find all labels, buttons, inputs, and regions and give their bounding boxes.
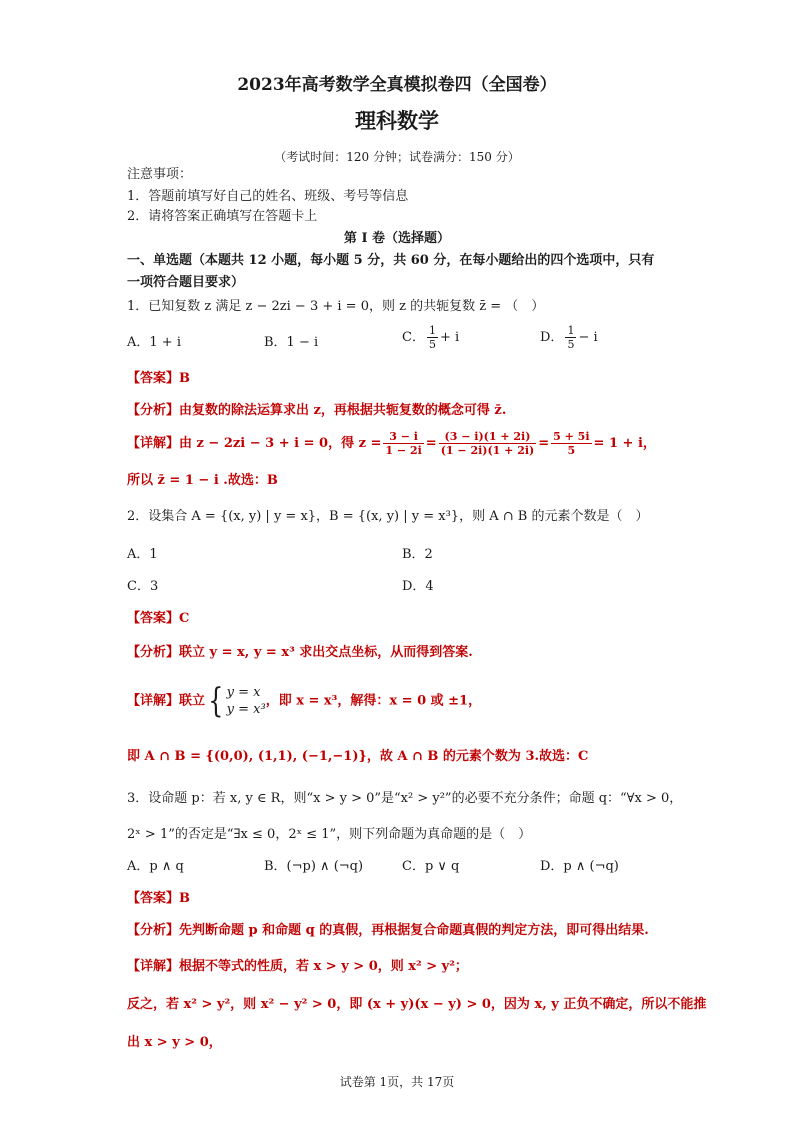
- q3-option-a: A．p ∧ q: [127, 859, 184, 874]
- left-brace-icon: {: [208, 681, 224, 721]
- q1-stem: 1．已知复数 z 满足 z − 2zi − 3 + i = 0，则 z 的共轭复数 z̄ = （ ）: [127, 299, 545, 314]
- exam-title: 2023年高考数学全真模拟卷四（全国卷）: [237, 75, 557, 95]
- q2-detail: 【详解】联立{ y = x y = x³ ，即 x = x³，解得：x = 0 或 ±1，: [127, 681, 482, 721]
- q1-option-d-fraction: $\frac{1}{5}$: [567, 324, 575, 351]
- q1-conclusion: 所以 z̄ = 1 − i .故选：B: [127, 473, 278, 488]
- q3-reverse-line2: 出 x > y > 0，: [127, 1035, 222, 1050]
- q3-analysis: 【分析】先判断命题 p 和命题 q 的真假，再根据复合命题真假的判定方法，即可得出结果.: [127, 923, 649, 938]
- volume-title: 第 I 卷（选择题）: [343, 231, 451, 246]
- q1-option-b: B．1 − i: [264, 335, 319, 350]
- q2-conclusion: 即 A ∩ B = {(0,0), (1,1), (−1,−1)}，故 A ∩ B 的元素个数为 3.故选：C: [127, 749, 589, 764]
- q2-option-a: A．1: [127, 547, 158, 562]
- notice-heading: 注意事项：: [127, 167, 193, 182]
- q1-fraction-2: $\frac{(3 - i)(1 + 2i)}{(1 - 2i)(1 + 2i)}$: [440, 430, 535, 457]
- q1-fraction-1: $\frac{3 - i}{1 - 2i}$: [385, 430, 422, 457]
- q2-answer: 【答案】C: [127, 611, 190, 626]
- q1-option-c: C． $\frac{1}{5}$ + i: [402, 324, 460, 351]
- equation-system: y = x y = x³: [226, 685, 266, 717]
- q1-fraction-3: $\frac{5 + 5i}{5}$: [553, 430, 590, 457]
- q1-answer: 【答案】B: [127, 371, 190, 386]
- q3-stem-line2: 2ˣ > 1”的否定是“∃x ≤ 0，2ˣ ≤ 1”，则下列命题为真命题的是（ ）: [127, 827, 532, 842]
- q1-option-c-fraction: $\frac{1}{5}$: [428, 324, 436, 351]
- q3-option-d: D．p ∧ (¬q): [540, 859, 619, 874]
- section-heading-line2: 一项符合题目要求）: [127, 275, 245, 290]
- section-heading-line1: 一、单选题（本题共 12 小题，每小题 5 分，共 60 分，在每小题给出的四个选项中，只有: [127, 253, 655, 268]
- q2-stem: 2．设集合 A = {(x, y) | y = x}，B = {(x, y) | y = x³}，则 A ∩ B 的元素个数是（ ）: [127, 509, 649, 524]
- q3-stem-line1: 3．设命题 p：若 x, y ∈ R，则“x > y > 0”是“x² > y²”的必要不充分条件；命题 q：“∀x > 0，: [127, 791, 683, 806]
- q3-reverse-line1: 反之，若 x² > y²，则 x² − y² > 0，即 (x + y)(x − y) > 0，因为 x, y 正负不确定，所以不能推: [127, 997, 707, 1012]
- exam-info: （考试时间：120 分钟；试卷满分：150 分）: [274, 150, 520, 164]
- q1-analysis: 【分析】由复数的除法运算求出 z，再根据共轭复数的概念可得 z̄.: [127, 403, 507, 418]
- q2-option-d: D．4: [402, 579, 434, 594]
- subject-title: 理科数学: [355, 108, 439, 133]
- q2-analysis: 【分析】联立 y = x, y = x³ 求出交点坐标，从而得到答案.: [127, 645, 473, 660]
- q1-detail: 【详解】由 z − 2zi − 3 + i = 0，得 z = $\frac{3 - i}{1 - 2i}$ = $\frac{(3 - i)(1 + 2i)}{(1 - 2i)(1 + 2i)}$ = $\frac{5 + 5i}{5}$ = 1 + i，: [127, 430, 656, 457]
- q3-option-b: B．(¬p) ∧ (¬q): [264, 859, 364, 874]
- page-footer: 试卷第 1页，共 17页: [339, 1075, 455, 1089]
- q2-option-b: B．2: [402, 547, 433, 562]
- q1-option-a: A．1 + i: [127, 335, 181, 350]
- q3-detail: 【详解】根据不等式的性质，若 x > y > 0，则 x² > y²；: [127, 959, 468, 974]
- notice-item-1: 1．答题前填写好自己的姓名、班级、考号等信息: [127, 189, 409, 204]
- q2-option-c: C．3: [127, 579, 159, 594]
- q1-option-d: D． $\frac{1}{5}$ − i: [540, 324, 598, 351]
- q3-answer: 【答案】B: [127, 891, 190, 906]
- notice-item-2: 2．请将答案正确填写在答题卡上: [127, 209, 318, 224]
- q3-option-c: C．p ∨ q: [402, 859, 460, 874]
